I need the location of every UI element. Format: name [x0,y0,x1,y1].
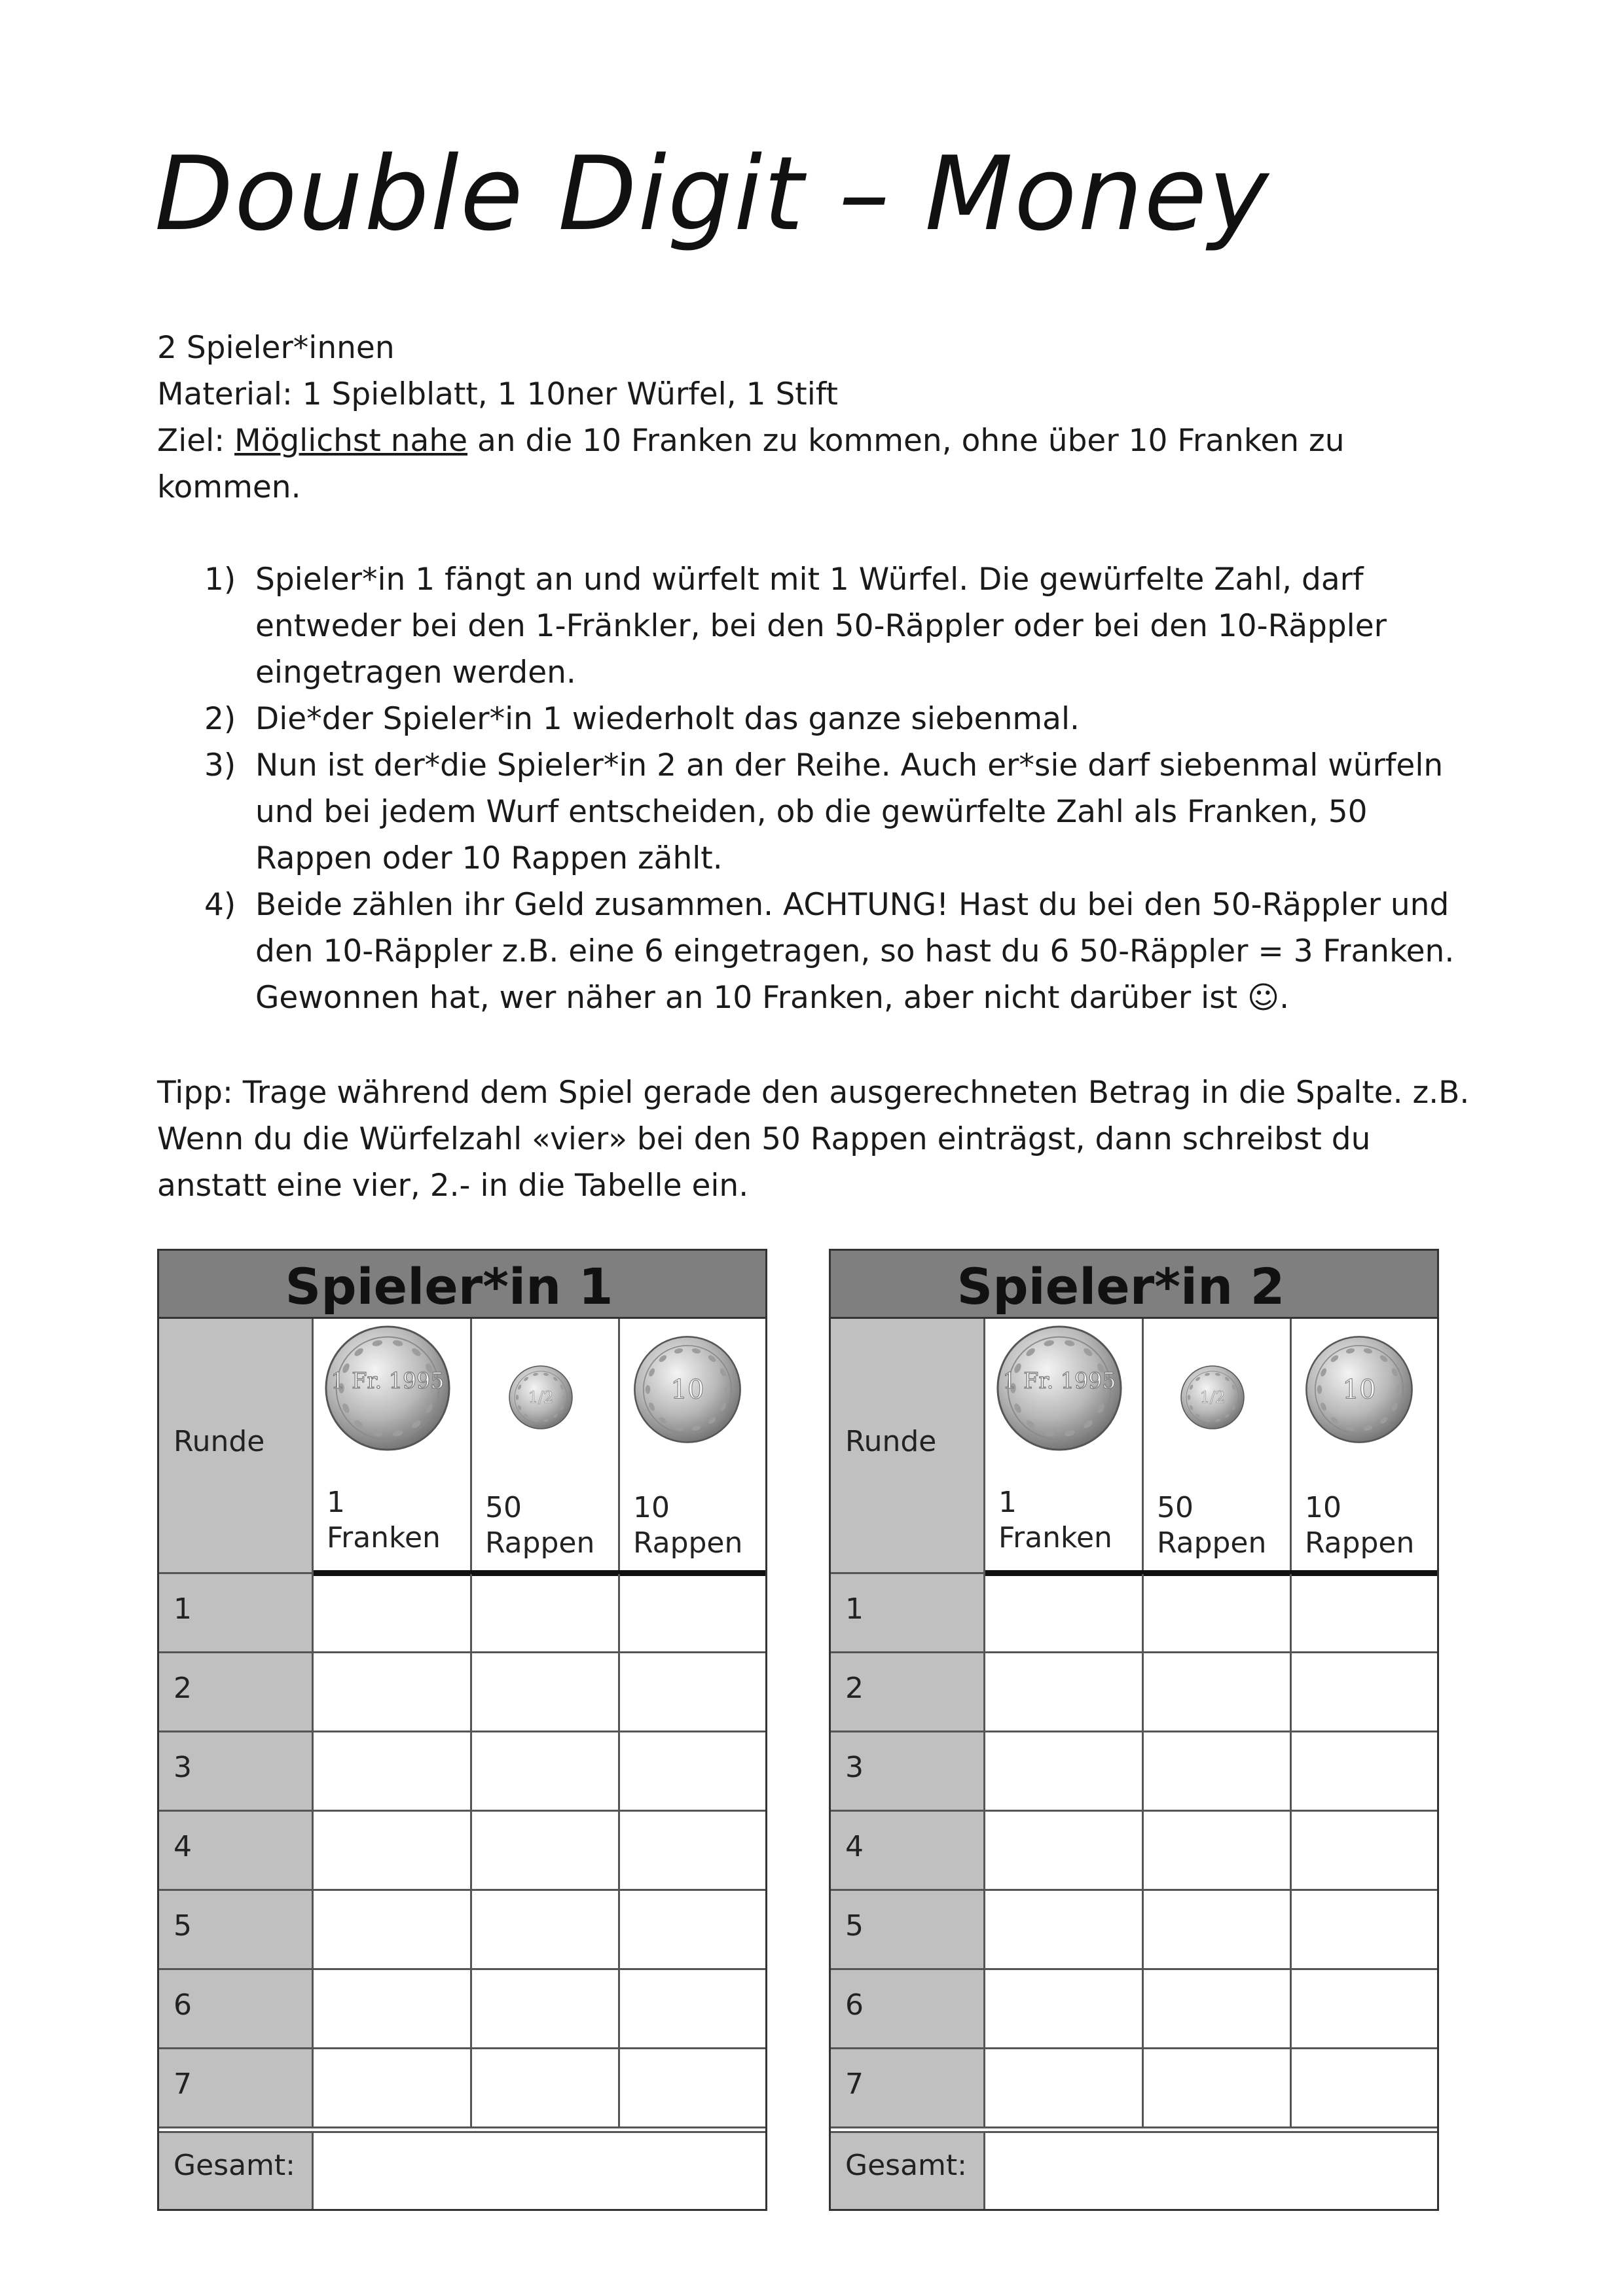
coin-inscription: 10 [670,1374,704,1405]
total-label-cell [831,2133,985,2209]
rule-item [157,742,1493,882]
coin-column-header [985,1319,1144,1574]
total-label: Gesamt: [845,2149,967,2182]
fifty-rappen-coin-icon [508,1365,574,1430]
score-entry-cell[interactable] [1292,1812,1437,1891]
player-2-table [829,1249,1439,2211]
total-divider [159,2126,765,2133]
score-entry-cell[interactable] [314,1970,472,2049]
round-number-cell [159,1574,314,1653]
rule-item [157,882,1493,1021]
rule-number: 2) [204,701,236,737]
player-1-table [157,1249,767,2211]
score-entry-cell[interactable] [472,1732,620,1812]
coin-inscription: 1 Fr. 1995 [331,1368,445,1393]
score-entry-cell[interactable] [1144,1970,1292,2049]
score-entry-cell[interactable] [1144,1891,1292,1970]
round-number-cell [831,1653,985,1732]
score-entry-cell[interactable] [620,2049,765,2128]
rule-text: Spieler*in 1 fängt an und würfelt mit 1 Würfel. Die gewürfelte Zahl, darf entweder bei den 1-Fränkler, bei den 50-Räppler oder bei den 10-Räppler eingetragen werden. [255,562,1387,691]
round-number-cell [831,2049,985,2128]
player-header [831,1251,1437,1319]
one-franc-coin-icon [995,1324,1123,1452]
players-line: 2 Spieler*innen [157,330,395,366]
one-franc-coin-icon [323,1324,452,1452]
coin-column-header [1292,1319,1437,1574]
round-number-cell [831,1891,985,1970]
rule-number: 3) [204,747,236,783]
rule-text: Die*der Spieler*in 1 wiederholt das ganze siebenmal. [255,701,1080,737]
score-entry-cell[interactable] [620,1970,765,2049]
score-entry-cell[interactable] [1144,1812,1292,1891]
rule-text: Beide zählen ihr Geld zusammen. ACHTUNG! Hast du bei den 50-Räppler und den 10-Räppler z.B. eine 6 eingetragen, so hast du 6 50-Räppler = 3 Franken. Gewonnen hat, wer näher an 10 Franken, aber nicht darüber ist ☺. [255,887,1455,1016]
round-number-cell [831,1574,985,1653]
round-number: 1 [173,1592,192,1626]
total-entry-cell[interactable] [314,2133,765,2209]
score-entry-cell[interactable] [314,1732,472,1812]
score-entry-cell[interactable] [314,2049,472,2128]
round-number: 5 [173,1909,192,1943]
score-entry-cell[interactable] [1144,1732,1292,1812]
rule-number: 1) [204,562,236,598]
round-number-cell [159,1653,314,1732]
coin-column-label: 10 Rappen [633,1491,743,1560]
round-header-cell [159,1319,314,1574]
score-entry-cell[interactable] [620,1574,765,1653]
round-number: 2 [173,1672,192,1705]
round-number-cell [159,1970,314,2049]
score-entry-cell[interactable] [985,1653,1144,1732]
round-number-cell [159,2049,314,2128]
coin-column-label: 50 Rappen [1157,1491,1267,1560]
round-number: 7 [845,2068,864,2101]
round-number: 1 [845,1592,864,1626]
player-name: Spieler*in 1 [285,1257,613,1316]
player-name: Spieler*in 2 [957,1257,1285,1316]
total-entry-cell[interactable] [985,2133,1437,2209]
round-header-label: Runde [173,1425,265,1458]
score-entry-cell[interactable] [314,1891,472,1970]
rule-number: 4) [204,887,236,923]
round-number-cell [159,1891,314,1970]
round-header-label: Runde [845,1425,937,1458]
round-number: 3 [173,1751,192,1784]
score-entry-cell[interactable] [472,1574,620,1653]
round-number: 2 [845,1672,864,1705]
ten-rappen-coin-icon [1304,1335,1414,1444]
material-line: Material: 1 Spielblatt, 1 10ner Würfel, 1 Stift [157,376,838,412]
coin-column-header [620,1319,765,1574]
fifty-rappen-coin-icon [1180,1365,1245,1430]
total-label: Gesamt: [173,2149,295,2182]
coin-inscription: 1 Fr. 1995 [1002,1368,1116,1393]
score-entry-cell[interactable] [985,1732,1144,1812]
score-entry-cell[interactable] [472,1970,620,2049]
rule-text: Nun ist der*die Spieler*in 2 an der Reihe. Auch er*sie darf siebenmal würfeln und bei jedem Wurf entscheiden, ob die gewürfelte Zahl als Franken, 50 Rappen oder 10 Rappen zählt. [255,747,1444,876]
score-entry-cell[interactable] [472,1891,620,1970]
goal-line [157,418,1486,511]
score-entry-cell[interactable] [1292,1574,1437,1653]
score-entry-cell[interactable] [620,1891,765,1970]
score-entry-cell[interactable] [985,1574,1144,1653]
coin-column-header [472,1319,620,1574]
ten-rappen-coin-icon [632,1335,742,1444]
rule-item [157,556,1493,696]
coin-column-label: 10 Rappen [1305,1491,1415,1560]
round-number: 5 [845,1909,864,1943]
round-header-cell [831,1319,985,1574]
score-entry-cell[interactable] [620,1812,765,1891]
round-number: 4 [845,1830,864,1863]
coin-column-header [1144,1319,1292,1574]
page-title: Double Digit – Money [155,134,1270,253]
score-entry-cell[interactable] [1144,1574,1292,1653]
round-number-cell [159,1812,314,1891]
coin-column-label: 1 Franken [327,1486,441,1554]
tip-text: Tipp: Trage während dem Spiel gerade den ausgerechneten Betrag in die Spalte. z.B. Wenn du die Würfelzahl «vier» bei den 50 Rappen einträgst, dann schreibst du anstatt eine vier, 2.- in die Tabelle ein. [157,1075,1470,1204]
round-number: 4 [173,1830,192,1863]
score-entry-cell[interactable] [985,1970,1144,2049]
round-number: 7 [173,2068,192,2101]
round-number: 3 [845,1751,864,1784]
coin-inscription: 1/2 [1199,1388,1226,1407]
rules-list [157,556,1493,1021]
score-entry-cell[interactable] [1292,1891,1437,1970]
total-divider [831,2126,1437,2133]
score-entry-cell[interactable] [985,1891,1144,1970]
score-entry-cell[interactable] [472,1812,620,1891]
score-entry-cell[interactable] [1292,1653,1437,1732]
goal-rest: an die 10 Franken zu kommen, ohne über 10 Franken zu kommen. [157,423,1345,505]
round-number-cell [831,1970,985,2049]
round-number-cell [831,1812,985,1891]
score-entry-cell[interactable] [985,2049,1144,2128]
score-entry-cell[interactable] [620,1653,765,1732]
coin-inscription: 1/2 [528,1388,554,1407]
goal-underlined: Möglichst nahe [234,423,468,459]
total-label-cell [159,2133,314,2209]
score-entry-cell[interactable] [1292,1732,1437,1812]
score-entry-cell[interactable] [985,1812,1144,1891]
player-header [159,1251,765,1319]
round-number-cell [159,1732,314,1812]
score-entry-cell[interactable] [1292,1970,1437,2049]
round-number-cell [831,1732,985,1812]
score-entry-cell[interactable] [1144,2049,1292,2128]
goal-prefix: Ziel: [157,423,235,459]
rule-item [157,696,1493,742]
coin-column-label: 50 Rappen [485,1491,595,1560]
score-entry-cell[interactable] [472,1653,620,1732]
coin-column-header [314,1319,472,1574]
round-number: 6 [845,1988,864,2022]
score-entry-cell[interactable] [620,1732,765,1812]
coin-column-label: 1 Franken [998,1486,1112,1554]
score-entry-cell[interactable] [314,1574,472,1653]
round-number: 6 [173,1988,192,2022]
score-entry-cell[interactable] [314,1653,472,1732]
coin-inscription: 10 [1342,1374,1376,1405]
score-entry-cell[interactable] [314,1812,472,1891]
score-entry-cell[interactable] [472,2049,620,2128]
score-entry-cell[interactable] [1144,1653,1292,1732]
score-entry-cell[interactable] [1292,2049,1437,2128]
